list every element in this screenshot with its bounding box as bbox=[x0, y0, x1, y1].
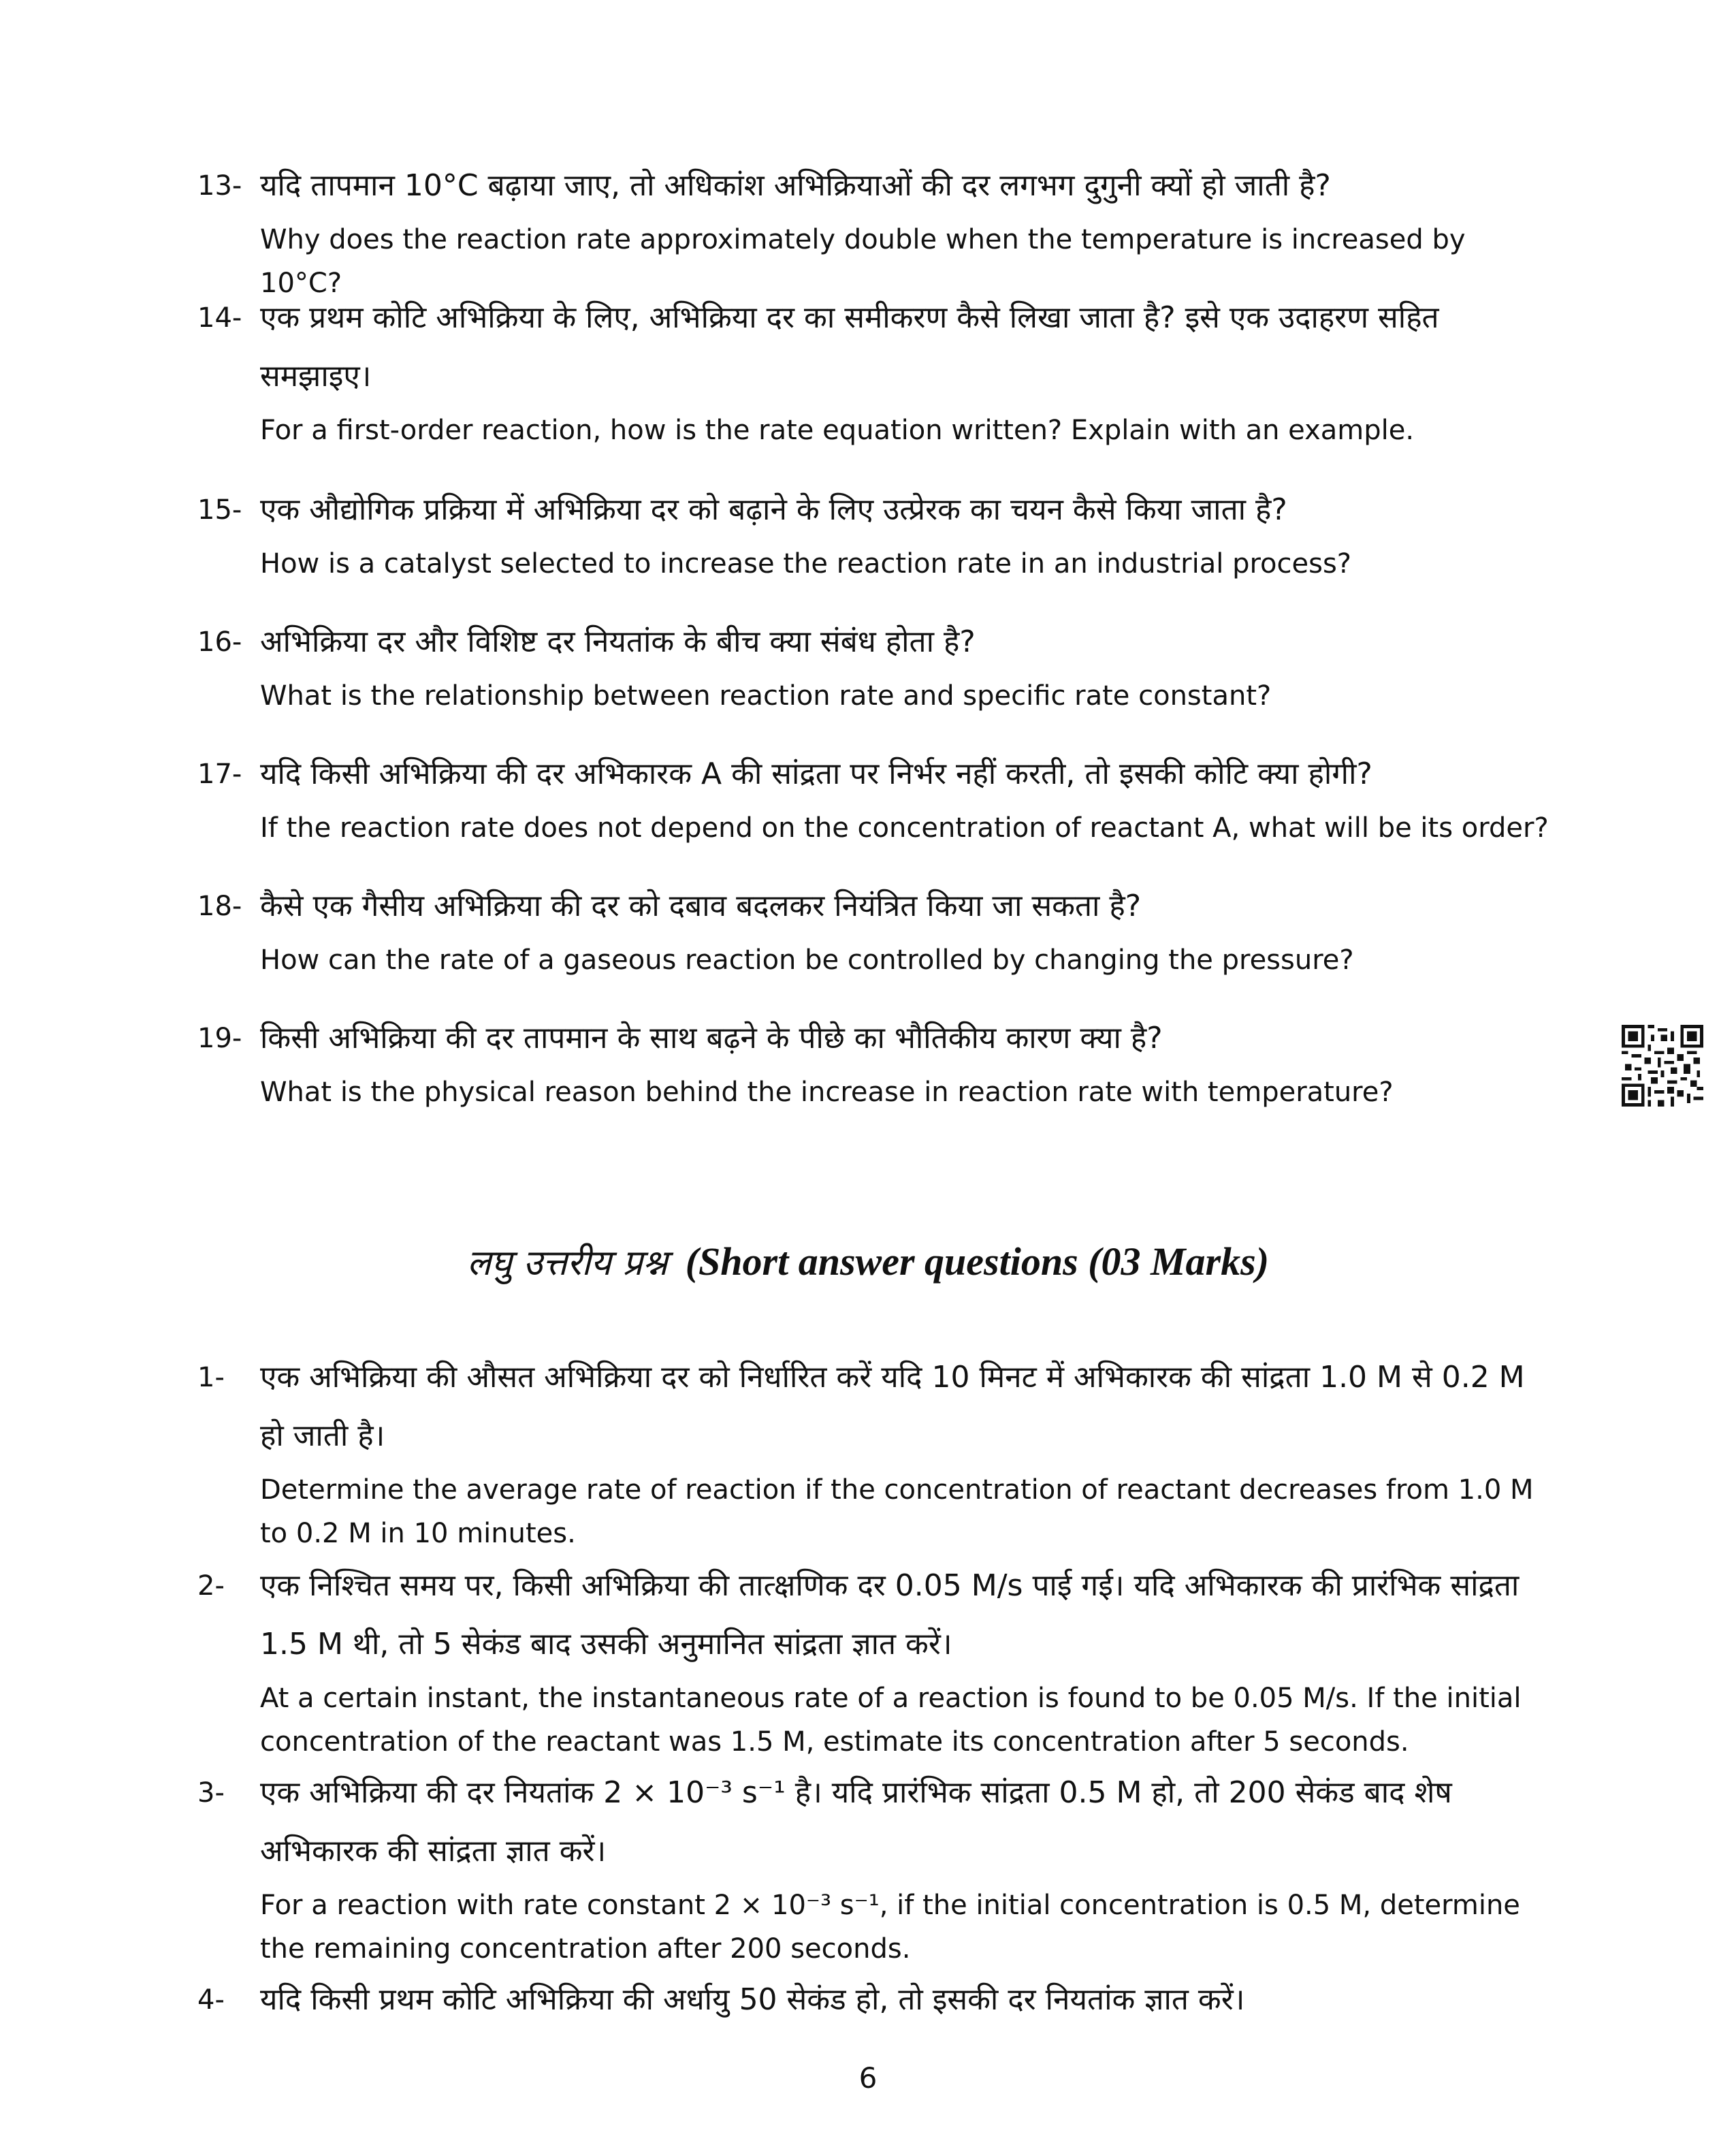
section-heading-english: (Short answer questions (03 Marks) bbox=[685, 1239, 1270, 1284]
short-question-1 bbox=[197, 1348, 1552, 1555]
question-english: At a certain instant, the instantaneous rate of a reaction is found to be 0.05 M/s. If the initial concentration of the reactant was 1.5 M, estimate its concentration after 5 seconds. bbox=[260, 1683, 1522, 1758]
question-18 bbox=[197, 877, 1552, 982]
page-number: 6 bbox=[858, 2061, 878, 2095]
question-number: 17- bbox=[197, 759, 242, 790]
question-number: 4- bbox=[197, 1984, 225, 2016]
question-english: How can the rate of a gaseous reaction be controlled by changing the pressure? bbox=[260, 944, 1354, 976]
question-13 bbox=[197, 157, 1552, 305]
question-english: For a first-order reaction, how is the rate equation written? Explain with an example. bbox=[260, 415, 1415, 446]
short-question-4 bbox=[197, 1971, 1552, 2029]
short-question-3 bbox=[197, 1764, 1552, 1971]
question-hindi: अभिक्रिया दर और विशिष्ट दर नियतांक के बीच क्या संबंध होता है? bbox=[260, 624, 976, 659]
question-14 bbox=[197, 289, 1552, 452]
question-hindi: यदि किसी प्रथम कोटि अभिक्रिया की अर्धायु 50 सेकंड हो, तो इसकी दर नियतांक ज्ञात करें। bbox=[260, 1982, 1245, 2017]
question-english: How is a catalyst selected to increase the reaction rate in an industrial process? bbox=[260, 548, 1352, 579]
question-hindi: एक अभिक्रिया की औसत अभिक्रिया दर को निर्धारित करें यदि 10 मिनट में अभिकारक की सांद्रता 1.0 M से 0.2 M हो जाती है। bbox=[260, 1360, 1525, 1453]
question-15 bbox=[197, 481, 1552, 586]
question-number: 13- bbox=[197, 170, 242, 202]
question-16 bbox=[197, 613, 1552, 718]
question-number: 15- bbox=[197, 494, 242, 526]
question-19 bbox=[197, 1009, 1552, 1114]
question-number: 2- bbox=[197, 1570, 225, 1602]
question-number: 1- bbox=[197, 1362, 225, 1393]
question-english: Why does the reaction rate approximately double when the temperature is increased by 10°C? bbox=[260, 224, 1466, 299]
question-number: 18- bbox=[197, 891, 242, 922]
qr-code-icon bbox=[1622, 1025, 1703, 1107]
question-number: 14- bbox=[197, 302, 242, 334]
question-number: 19- bbox=[197, 1023, 242, 1054]
question-number: 16- bbox=[197, 626, 242, 658]
section-heading-hindi: लघु उत्तरीय प्रश्न bbox=[466, 1243, 668, 1284]
question-hindi: कैसे एक गैसीय अभिक्रिया की दर को दबाव बदलकर नियंत्रित किया जा सकता है? bbox=[260, 889, 1142, 923]
short-question-2 bbox=[197, 1557, 1552, 1764]
question-english: What is the relationship between reaction rate and specific rate constant? bbox=[260, 680, 1272, 712]
question-english: What is the physical reason behind the increase in reaction rate with temperature? bbox=[260, 1077, 1394, 1108]
question-hindi: एक प्रथम कोटि अभिक्रिया के लिए, अभिक्रिया दर का समीकरण कैसे लिखा जाता है? इसे एक उदाहरण सहित समझाइए। bbox=[260, 300, 1439, 394]
question-hindi: एक औद्योगिक प्रक्रिया में अभिक्रिया दर को बढ़ाने के लिए उत्प्रेरक का चयन कैसे किया जाता है? bbox=[260, 492, 1287, 527]
question-number: 3- bbox=[197, 1777, 225, 1809]
question-17 bbox=[197, 745, 1552, 850]
question-hindi: एक अभिक्रिया की दर नियतांक 2 × 10⁻³ s⁻¹ है। यदि प्रारंभिक सांद्रता 0.5 M हो, तो 200 सेकंड बाद शेष अभिकारक की सांद्रता ज्ञात करें। bbox=[260, 1775, 1452, 1869]
question-english: For a reaction with rate constant 2 × 10⁻³ s⁻¹, if the initial concentration is 0.5 M, determine the remaining concentration after 200 seconds. bbox=[260, 1890, 1520, 1965]
question-hindi: यदि तापमान 10°C बढ़ाया जाए, तो अधिकांश अभिक्रियाओं की दर लगभग दुगुनी क्यों हो जाती है? bbox=[260, 168, 1331, 203]
section-heading bbox=[0, 1231, 1736, 1294]
question-english: Determine the average rate of reaction if the concentration of reactant decreases from 1.0 M to 0.2 M in 10 minutes. bbox=[260, 1474, 1534, 1549]
question-hindi: यदि किसी अभिक्रिया की दर अभिकारक A की सांद्रता पर निर्भर नहीं करती, तो इसकी कोटि क्या होगी? bbox=[260, 757, 1372, 791]
question-hindi: एक निश्चित समय पर, किसी अभिक्रिया की तात्क्षणिक दर 0.05 M/s पाई गई। यदि अभिकारक की प्रारंभिक सांद्रता 1.5 M थी, तो 5 सेकंड बाद उसकी अनुमानित सांद्रता ज्ञात करें। bbox=[260, 1568, 1520, 1662]
question-english: If the reaction rate does not depend on the concentration of reactant A, what will be its order? bbox=[260, 812, 1549, 844]
question-hindi: किसी अभिक्रिया की दर तापमान के साथ बढ़ने के पीछे का भौतिकीय कारण क्या है? bbox=[260, 1021, 1163, 1055]
